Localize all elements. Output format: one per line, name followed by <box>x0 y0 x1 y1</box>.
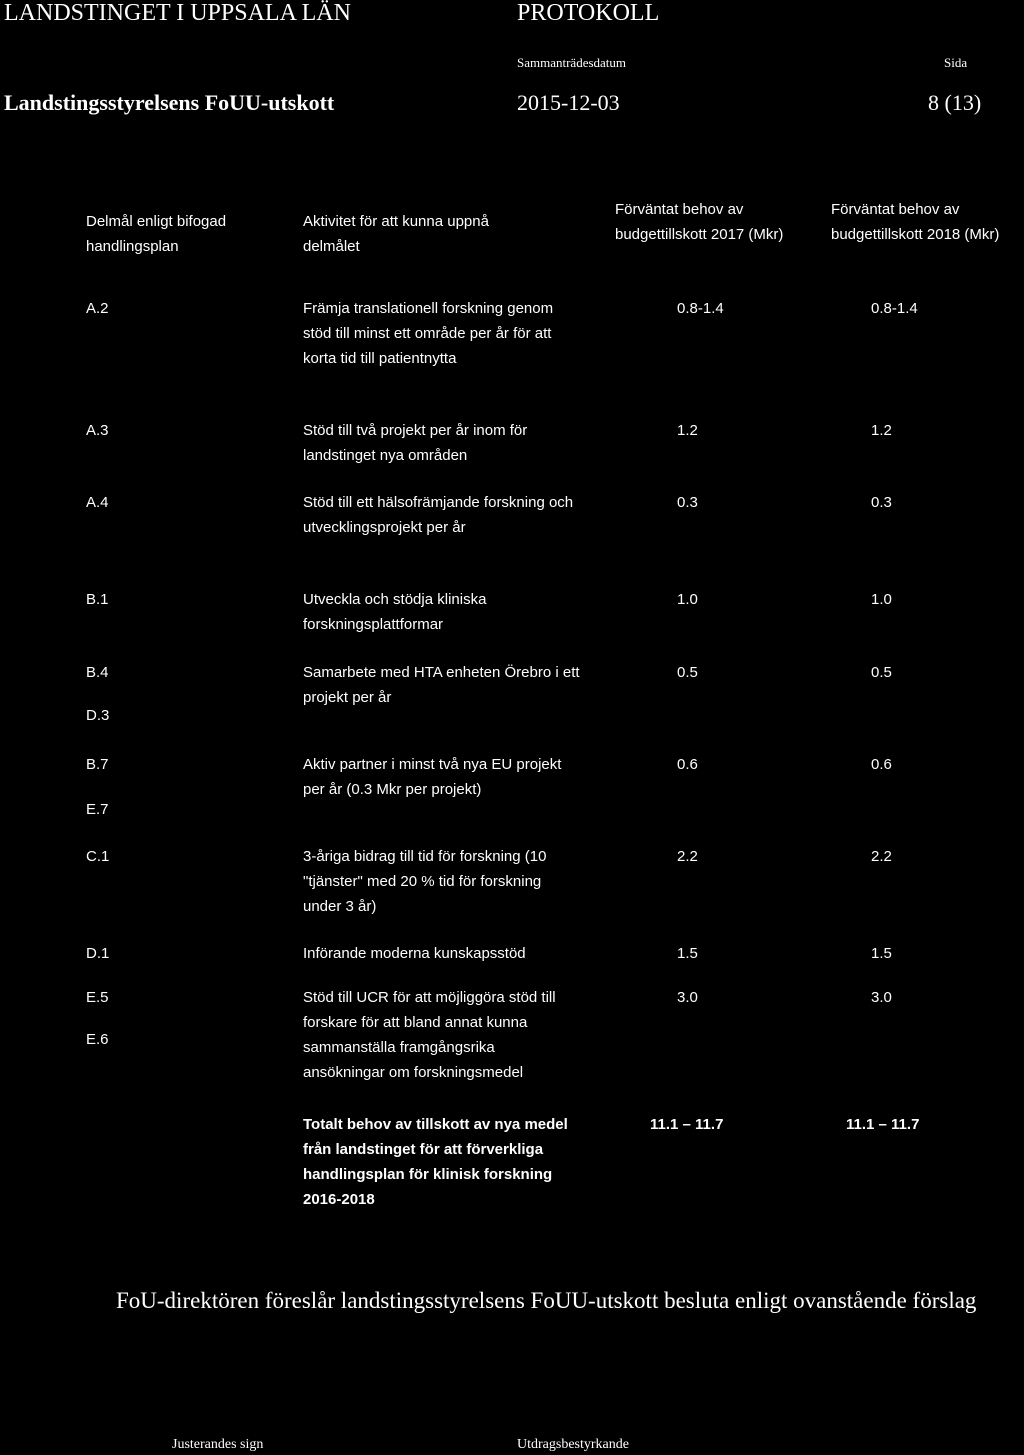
table-row-need-2017: 0.5 <box>677 664 698 681</box>
meeting-date: 2015-12-03 <box>517 90 620 115</box>
table-row-need-2018: 1.5 <box>871 945 892 962</box>
table-row-activity: Främja translationell forskning genom stöd till minst ett område per år för att korta tid till patientnytta <box>303 300 554 367</box>
table-row-need-2018: 3.0 <box>871 989 892 1006</box>
organization-name: LANDSTINGET I UPPSALA LÄN <box>4 0 351 26</box>
table-row-activity: Införande moderna kunskapsstöd <box>303 945 526 962</box>
table-row-activity: Stöd till UCR för att möjliggöra stöd till forskare för att bland annat kunna sammanställa framgångsrika ansökningar om forskningsmedel <box>303 989 556 1081</box>
table-row-goal: B.7 <box>86 756 109 773</box>
table-row-need-2017: 3.0 <box>677 989 698 1006</box>
meeting-date-label: Sammanträdesdatum <box>517 55 627 70</box>
table-row-activity: Stöd till två projekt per år inom för landstinget nya områden <box>303 422 528 464</box>
table-row-goal: D.3 <box>86 707 110 724</box>
table-row-goal: E.7 <box>86 801 109 818</box>
table-row-goal: D.1 <box>86 945 110 962</box>
table-row-need-2018: 2.2 <box>871 848 892 865</box>
table-row-need-2017: 1.2 <box>677 422 698 439</box>
table-row-goal: E.6 <box>86 1031 109 1048</box>
table-row-goal: A.3 <box>86 422 109 439</box>
table-row-goal: B.1 <box>86 591 109 608</box>
table-row-activity: Utveckla och stödja kliniska forskningsplattformar <box>303 591 487 633</box>
table-row-need-2018: 0.5 <box>871 664 892 681</box>
table-row-need-2018: 0.6 <box>871 756 892 773</box>
sign-label: Justerandes sign <box>172 1437 264 1452</box>
table-row-goal: B.4 <box>86 664 109 681</box>
table-row-need-2017: 2.2 <box>677 848 698 865</box>
column-header-need-2018: Förväntat behov av budgettillskott 2018 (Mkr) <box>831 201 1000 243</box>
page-number: 8 (13) <box>928 90 982 115</box>
column-header-activity: Aktivitet för att kunna uppnå delmålet <box>303 213 489 255</box>
table-row-activity: Aktiv partner i minst två nya EU projekt per år (0.3 Mkr per projekt) <box>303 756 562 798</box>
table-row-need-2017: 1.5 <box>677 945 698 962</box>
table-row-goal: E.5 <box>86 989 109 1006</box>
proposal-text: FoU-direktören föreslår landstingsstyrelsens FoUU-utskott besluta enligt ovanstående förslag <box>116 1288 977 1313</box>
committee-name: Landstingsstyrelsens FoUU-utskott <box>4 90 335 115</box>
table-row-need-2017: 0.3 <box>677 494 698 511</box>
document-type: PROTOKOLL <box>517 0 660 26</box>
extract-label: Utdragsbestyrkande <box>517 1437 629 1452</box>
table-row-activity: Samarbete med HTA enheten Örebro i ett projekt per år <box>303 664 580 706</box>
total-label: Totalt behov av tillskott av nya medel från landstinget för att förverkliga handlingsplan för klinisk forskning 2016-2018 <box>303 1116 568 1208</box>
page-label: Sida <box>944 55 968 70</box>
table-row-need-2017: 1.0 <box>677 591 698 608</box>
table-row-goal: A.4 <box>86 494 109 511</box>
table-row-need-2018: 0.8-1.4 <box>871 300 918 317</box>
table-row-goal: C.1 <box>86 848 110 865</box>
table-row-need-2018: 1.2 <box>871 422 892 439</box>
table-row-need-2018: 1.0 <box>871 591 892 608</box>
total-need-2018: 11.1 – 11.7 <box>846 1116 920 1133</box>
table-row-need-2018: 0.3 <box>871 494 892 511</box>
column-header-need-2017: Förväntat behov av budgettillskott 2017 (Mkr) <box>615 201 784 243</box>
column-header-goal: Delmål enligt bifogad handlingsplan <box>86 213 227 255</box>
table-row-activity: 3-åriga bidrag till tid för forskning (10 "tjänster" med 20 % tid för forskning under 3 år) <box>303 848 547 915</box>
table-row-need-2017: 0.6 <box>677 756 698 773</box>
table-row-activity: Stöd till ett hälsofrämjande forskning och utvecklingsprojekt per år <box>303 494 574 536</box>
table-row-need-2017: 0.8-1.4 <box>677 300 724 317</box>
total-need-2017: 11.1 – 11.7 <box>650 1116 724 1133</box>
table-row-goal: A.2 <box>86 300 109 317</box>
